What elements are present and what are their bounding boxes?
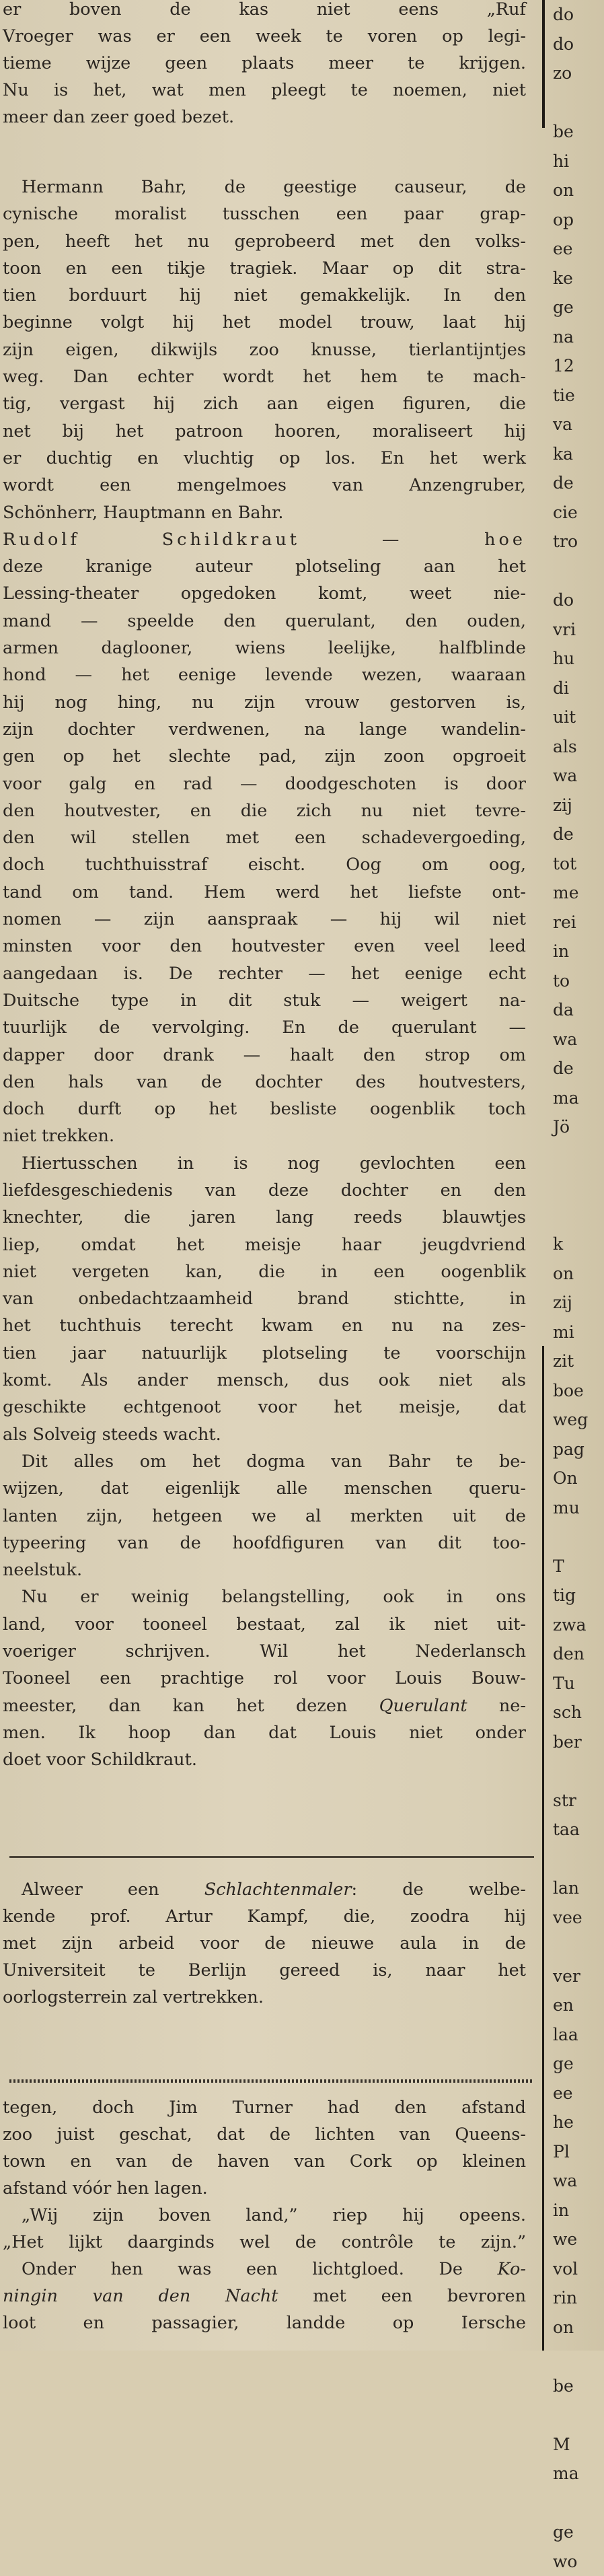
text-line: als Solveig steeds wacht. [3,1421,526,1448]
text-line: hond — het eenige levende wezen, waaraan [3,661,526,688]
fragment-text: wo [543,2547,604,2576]
text-line: voor galg en rad — doodgeschoten is door [3,771,526,797]
fragment-text: vri [543,615,604,645]
fragment-text: cie [543,498,604,528]
text-line: geschikte echtgenoot voor het meisje, dat [3,1394,526,1421]
text-line: van onbedachtzaamheid brand stichtte, in [3,1285,526,1312]
fragment-text: ee [543,234,604,264]
fragment-text: Tu [543,1669,604,1698]
fragment-text: hu [543,644,604,674]
text-line: loot en passagier, landde op Iersche [3,2310,526,2336]
fragment-text: ge [543,293,604,322]
fragment-text [543,1845,604,1874]
text-line: tand om tand. Hem werd het liefste ont- [3,879,526,906]
fragment-text: pag [543,1435,604,1464]
fragment-text: mu [543,1493,604,1523]
fragment-text: als [543,732,604,762]
fragment-text: sch [543,1698,604,1727]
text-line: er boven de kas niet eens „Ruf [3,0,526,23]
text-line: meer dan zeer goed bezet. [3,104,526,131]
text-line: met zijn arbeid voor de nieuwe aula in de [3,1930,526,1957]
text-line: „Het lijkt daarginds wel de contrôle te zijn.” [3,2229,526,2256]
text-line: niet vergeten kan, die in een oogenblik [3,1258,526,1285]
fragment-text [543,1932,604,1962]
fragment-text [543,2489,604,2518]
fragment-text: wa [543,2166,604,2196]
text-line: oorlogsterrein zal vertrekken. [3,1984,526,2011]
fragment-text: de [543,468,604,498]
fragment-text: taa [543,1815,604,1845]
fragment-text: in [543,937,604,966]
text-line: hij nog hing, nu zijn vrouw gestorven is, [3,689,526,716]
text-line: tegen, doch Jim Turner had den afstand [3,2094,526,2121]
fragment-text: vol [543,2254,604,2284]
text-line: het tuchthuis terecht kwam en nu na zes- [3,1312,526,1339]
text-line: er duchtig en vluchtig op los. En het werk [3,445,526,472]
text-line: Hermann Bahr, de geestige causeur, de [3,174,526,201]
fragment-text: ge [543,2049,604,2079]
separator-dotted [9,2079,534,2083]
text-line: nomen — zijn aanspraak — hij wil niet [3,906,526,933]
paragraph [3,174,526,1774]
text-line: minsten voor den houtvester even veel leed [3,933,526,960]
fragment-text: be [543,2371,604,2401]
fragment-text: ma [543,2459,604,2489]
fragment-text: T [543,1552,604,1581]
fragment-text: boe [543,1376,604,1406]
top-fragment [3,0,526,131]
fragment-text: op [543,205,604,235]
text-line: weg. Dan echter wordt het hem te mach- [3,363,526,390]
fragment-text [543,2400,604,2430]
text-line: kende prof. Artur Kampf, die, zoodra hij [3,1903,526,1930]
fragment-text [543,1142,604,1172]
fragment-text: zo [543,59,604,88]
fragment-text: ver [543,1962,604,1991]
text-line: doch durft op het besliste oogenblik toch [3,1096,526,1122]
text-line: tien jaar natuurlijk plotseling te voorschijn [3,1340,526,1367]
text-line: men. Ik hoop dan dat Louis niet onder [3,1719,526,1746]
text-line: doet voor Schildkraut. [3,1746,526,1773]
text-line: zijn eigen, dikwijls zoo knusse, tierlantijntjes [3,336,526,363]
fragment-text: na [543,322,604,352]
fragment-text: tot [543,849,604,879]
text-line: cynische moralist tusschen een paar grap- [3,201,526,227]
fragment-text: M [543,2430,604,2460]
fragment-text: on [543,2313,604,2342]
fragment-text: rei [543,908,604,937]
text-line: Universiteit te Berlijn gereed is, naar het [3,1957,526,1984]
fragment-text: k [543,1229,604,1259]
text-line: knechter, die jaren lang reeds blauwtjes [3,1204,526,1231]
fragment-text: in [543,2196,604,2225]
text-line: mand — speelde den querulant, den ouden, [3,608,526,635]
story-fragment [3,2094,526,2336]
fragment-text: ge [543,2517,604,2547]
text-line: den wil stellen met een schadevergoeding, [3,824,526,851]
text-line: Tooneel een prachtige rol voor Louis Bouw- [3,1665,526,1692]
fragment-text: tie [543,381,604,410]
fragment-text: me [543,878,604,908]
text-line: wordt een mengelmoes van Anzengruber, [3,472,526,499]
fragment-text: de [543,1054,604,1083]
adjacent-column-fragment [543,0,604,2351]
text-line: Rudolf Schildkraut — hoe [3,526,526,553]
fragment-text: de [543,820,604,849]
fragment-text: tig [543,1581,604,1610]
fragment-text: hi [543,147,604,176]
fragment-text: Pl [543,2137,604,2167]
text-line: den houtvester, en die zich nu niet tevre- [3,797,526,824]
text-line: ningin van den Nacht met een bevroren [3,2283,526,2310]
fragment-text: va [543,410,604,439]
fragment-text [543,1201,604,1230]
fragment-text: wa [543,761,604,791]
text-line: town en van de haven van Cork op kleinen [3,2148,526,2175]
text-line: toon en een tikje tragiek. Maar op dit stra- [3,255,526,282]
text-line: neelstuk. [3,1557,526,1583]
fragment-text: to [543,966,604,996]
text-line: voeriger schrijven. Wil het Nederlansch [3,1638,526,1665]
fragment-text: 12 [543,351,604,381]
fragment-text: di [543,674,604,703]
text-line: zijn dochter verdwenen, na lange wandelin- [3,716,526,743]
fragment-text: do [543,0,604,30]
fragment-text: do [543,30,604,59]
text-line: land, voor tooneel bestaat, zal ik niet uit- [3,1611,526,1638]
text-line: Nu is het, wat men pleegt te noemen, niet [3,77,526,104]
fragment-text: wa [543,1025,604,1054]
text-line: Vroeger was er een week te voren op legi- [3,23,526,50]
fragment-text: zit [543,1347,604,1376]
text-line: dapper door drank — haalt den strop om [3,1042,526,1069]
fragment-text: ke [543,264,604,293]
text-line: niet trekken. [3,1122,526,1149]
fragment-text: den [543,1639,604,1669]
fragment-text: ma [543,1083,604,1113]
text-line: Schönherr, Hauptmann en Bahr. [3,499,526,526]
kampf-article [3,1876,526,2011]
text-line: typeering van de hoofdfiguren van dit too- [3,1530,526,1557]
paragraph [3,2094,526,2336]
bahr-article [3,174,526,1774]
fragment-text: zij [543,1288,604,1318]
fragment-text [543,2342,604,2371]
fragment-text: be [543,117,604,147]
text-line: meester, dan kan het dezen Querulant ne- [3,1692,526,1719]
fragment-text: do [543,585,604,615]
fragment-text: da [543,995,604,1025]
paragraph [3,0,526,131]
fragment-text [543,1756,604,1786]
text-line: den hals van de dochter des houtvesters, [3,1069,526,1096]
text-line: liefdesgeschiedenis van deze dochter en den [3,1177,526,1204]
fragment-text: Jö [543,1112,604,1142]
text-line: doch tuchthuisstraf eischt. Oog om oog, [3,851,526,878]
fragment-text [543,88,604,118]
fragment-text: zij [543,791,604,820]
text-line: Duitsche type in dit stuk — weigert na- [3,987,526,1014]
fragment-text: en [543,1991,604,2020]
fragment-text: ka [543,439,604,469]
text-line: Hiertusschen in is nog gevlochten een [3,1150,526,1177]
fragment-text: rin [543,2283,604,2313]
paragraph [3,1876,526,2011]
text-line: net bij het patroon hooren, moraliseert hij [3,418,526,445]
fragment-text: ber [543,1727,604,1757]
text-line: deze kranige auteur plotseling aan het [3,553,526,580]
fragment-text: laa [543,2020,604,2050]
text-line: wijzen, dat eigenlijk alle menschen queru- [3,1475,526,1502]
fragment-text: weg [543,1405,604,1435]
text-line: Lessing-theater opgedoken komt, weet nie- [3,580,526,607]
fragment-text: tro [543,527,604,557]
fragment-text: vee [543,1903,604,1933]
text-line: Dit alles om het dogma van Bahr te be- [3,1448,526,1475]
text-line: Nu er weinig belangstelling, ook in ons [3,1583,526,1610]
fragment-text: we [543,2225,604,2254]
text-line: beginne volgt hij het model trouw, laat hij [3,309,526,336]
fragment-text: str [543,1786,604,1816]
fragment-text [543,1522,604,1552]
text-line: tieme wijze geen plaats meer te krijgen. [3,50,526,77]
text-line: gen op het slechte pad, zijn zoon opgroeit [3,743,526,770]
text-line: afstand vóór hen lagen. [3,2175,526,2202]
text-line: zoo juist geschat, dat de lichten van Queens- [3,2121,526,2148]
text-line: liep, omdat het meisje haar jeugdvriend [3,1231,526,1258]
fragment-text: on [543,1259,604,1289]
text-line: armen daglooner, wiens leelijke, halfblinde [3,635,526,661]
text-line: tig, vergast hij zich aan eigen figuren, die [3,390,526,417]
text-line: „Wij zijn boven land,” riep hij opeens. [3,2202,526,2229]
fragment-text [543,557,604,586]
fragment-text: On [543,1464,604,1493]
text-line: komt. Als ander mensch, dus ook niet als [3,1367,526,1394]
fragment-text: uit [543,703,604,732]
fragment-text: he [543,2108,604,2137]
text-line: aangedaan is. De rechter — het eenige echt [3,960,526,987]
fragment-text: on [543,176,604,205]
fragment-text: lan [543,1873,604,1903]
fragment-text: mi [543,1318,604,1347]
text-line: Alweer een Schlachtenmaler: de welbe- [3,1876,526,1903]
fragment-text: zwa [543,1610,604,1640]
fragment-text [543,1171,604,1201]
fragment-text: ee [543,2079,604,2108]
separator-line [9,1856,534,1858]
text-line: tuurlijk de vervolging. En de querulant — [3,1014,526,1041]
text-line: pen, heeft het nu geprobeerd met den volks- [3,228,526,255]
text-line: Onder hen was een lichtgloed. De Ko- [3,2256,526,2283]
text-line: lanten zijn, hetgeen we al merkten uit de [3,1503,526,1530]
text-line: tien borduurt hij niet gemakkelijk. In den [3,282,526,309]
